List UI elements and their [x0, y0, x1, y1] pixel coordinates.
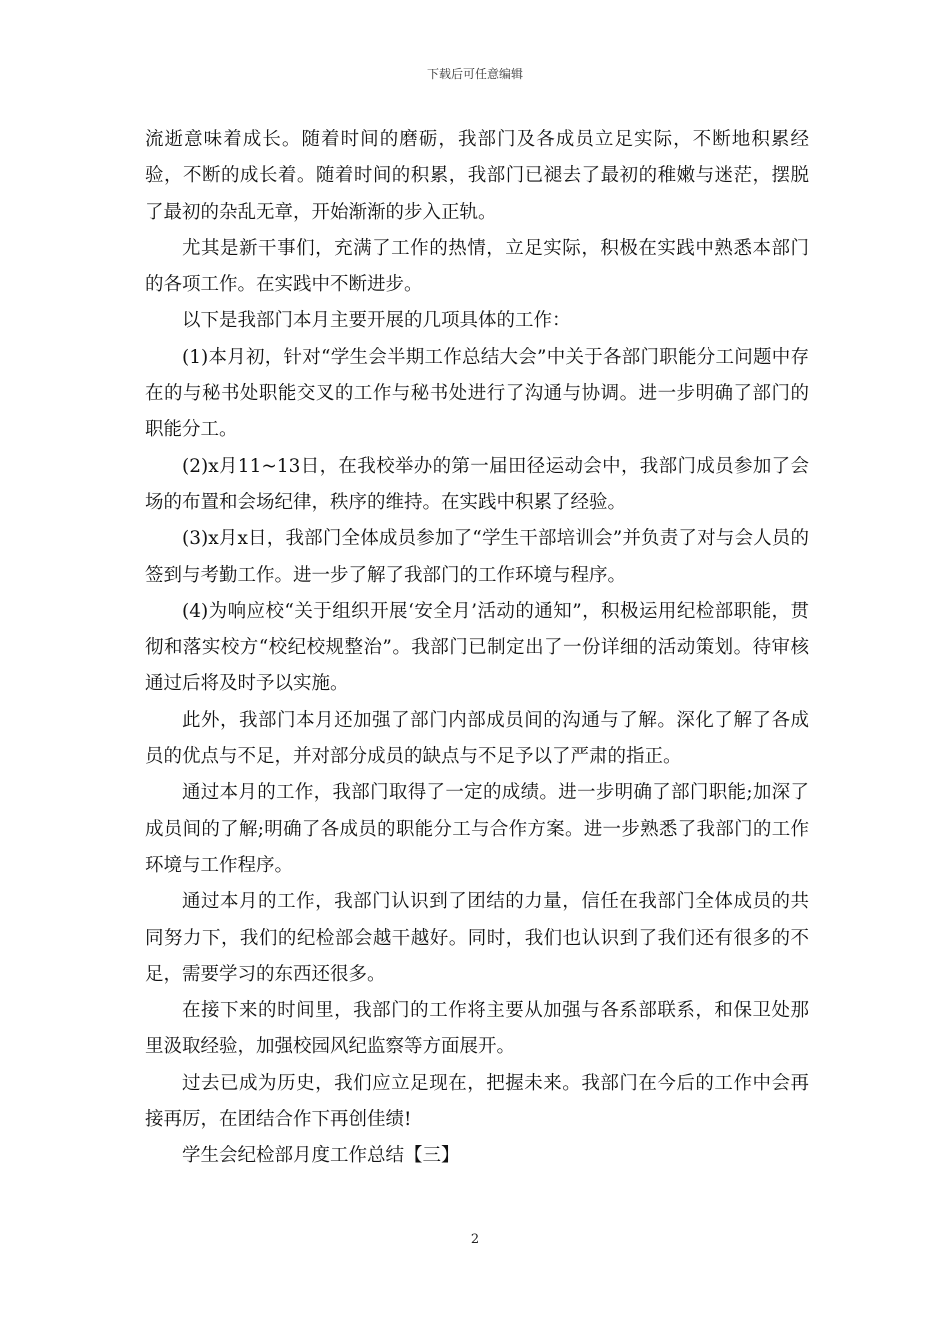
- paragraph: 过去已成为历史，我们应立足现在，把握未来。我部门在今后的工作中会再接再厉，在团结合作下再创佳绩!: [145, 1072, 809, 1131]
- paragraph: 通过本月的工作，我部门取得了一定的成绩。进一步明确了部门职能;加深了成员间的了解;明确了各成员的职能分工与合作方案。进一步熟悉了我部门的工作环境与工作程序。: [145, 782, 809, 876]
- paragraph: 以下是我部门本月主要开展的几项具体的工作：: [182, 310, 571, 332]
- paragraph: 在接下来的时间里，我部门的工作将主要从加强与各系部联系，和保卫处那里汲取经验，加强校园风纪监察等方面展开。: [145, 1000, 809, 1058]
- paragraph: 尤其是新干事们，充满了工作的热情，立足实际，积极在实践中熟悉本部门的各项工作。在实践中不断进步。: [145, 237, 809, 296]
- list-item-paragraph: (2)x月11~13日，在我校举办的第一届田径运动会中，我部门成员参加了会场的布置和会场纪律，秩序的维持。在实践中积累了经验。: [145, 455, 809, 513]
- paragraph: 此外，我部门本月还加强了部门内部成员间的沟通与了解。深化了解了各成员的优点与不足，并对部分成员的缺点与不足予以了严肃的指正。: [145, 709, 809, 768]
- document-body: [145, 122, 809, 1175]
- page-header: 下载后可任意编辑: [426, 67, 523, 81]
- paragraph: 流逝意味着成长。随着时间的磨砺，我部门及各成员立足实际，不断地积累经验，不断的成长着。随着时间的积累，我部门已褪去了最初的稚嫩与迷茫，摆脱了最初的杂乱无章，开始渐渐的步入正轨。: [145, 129, 809, 223]
- page-number: 2: [470, 1232, 480, 1247]
- paragraph: 通过本月的工作，我部门认识到了团结的力量，信任在我部门全体成员的共同努力下，我们的纪检部会越干越好。同时，我们也认识到了我们还有很多的不足，需要学习的东西还很多。: [145, 891, 809, 985]
- list-item-paragraph: (3)x月x日，我部门全体成员参加了“学生干部培训会”并负责了对与会人员的签到与考勤工作。进一步了解了我部门的工作环境与程序。: [145, 528, 809, 586]
- section-heading: 学生会纪检部月度工作总结【三】: [182, 1145, 460, 1167]
- list-item-paragraph: (1)本月初，针对“学生会半期工作总结大会”中关于各部门职能分工问题中存在的与秘书处职能交叉的工作与秘书处进行了沟通与协调。进一步明确了部门的职能分工。: [145, 346, 809, 441]
- list-item-paragraph: (4)为响应校“关于组织开展‘安全月’活动的通知”，积极运用纪检部职能，贯彻和落实校方“校纪校规整治”。我部门已制定出了一份详细的活动策划。待审核通过后将及时予以实施。: [145, 600, 809, 695]
